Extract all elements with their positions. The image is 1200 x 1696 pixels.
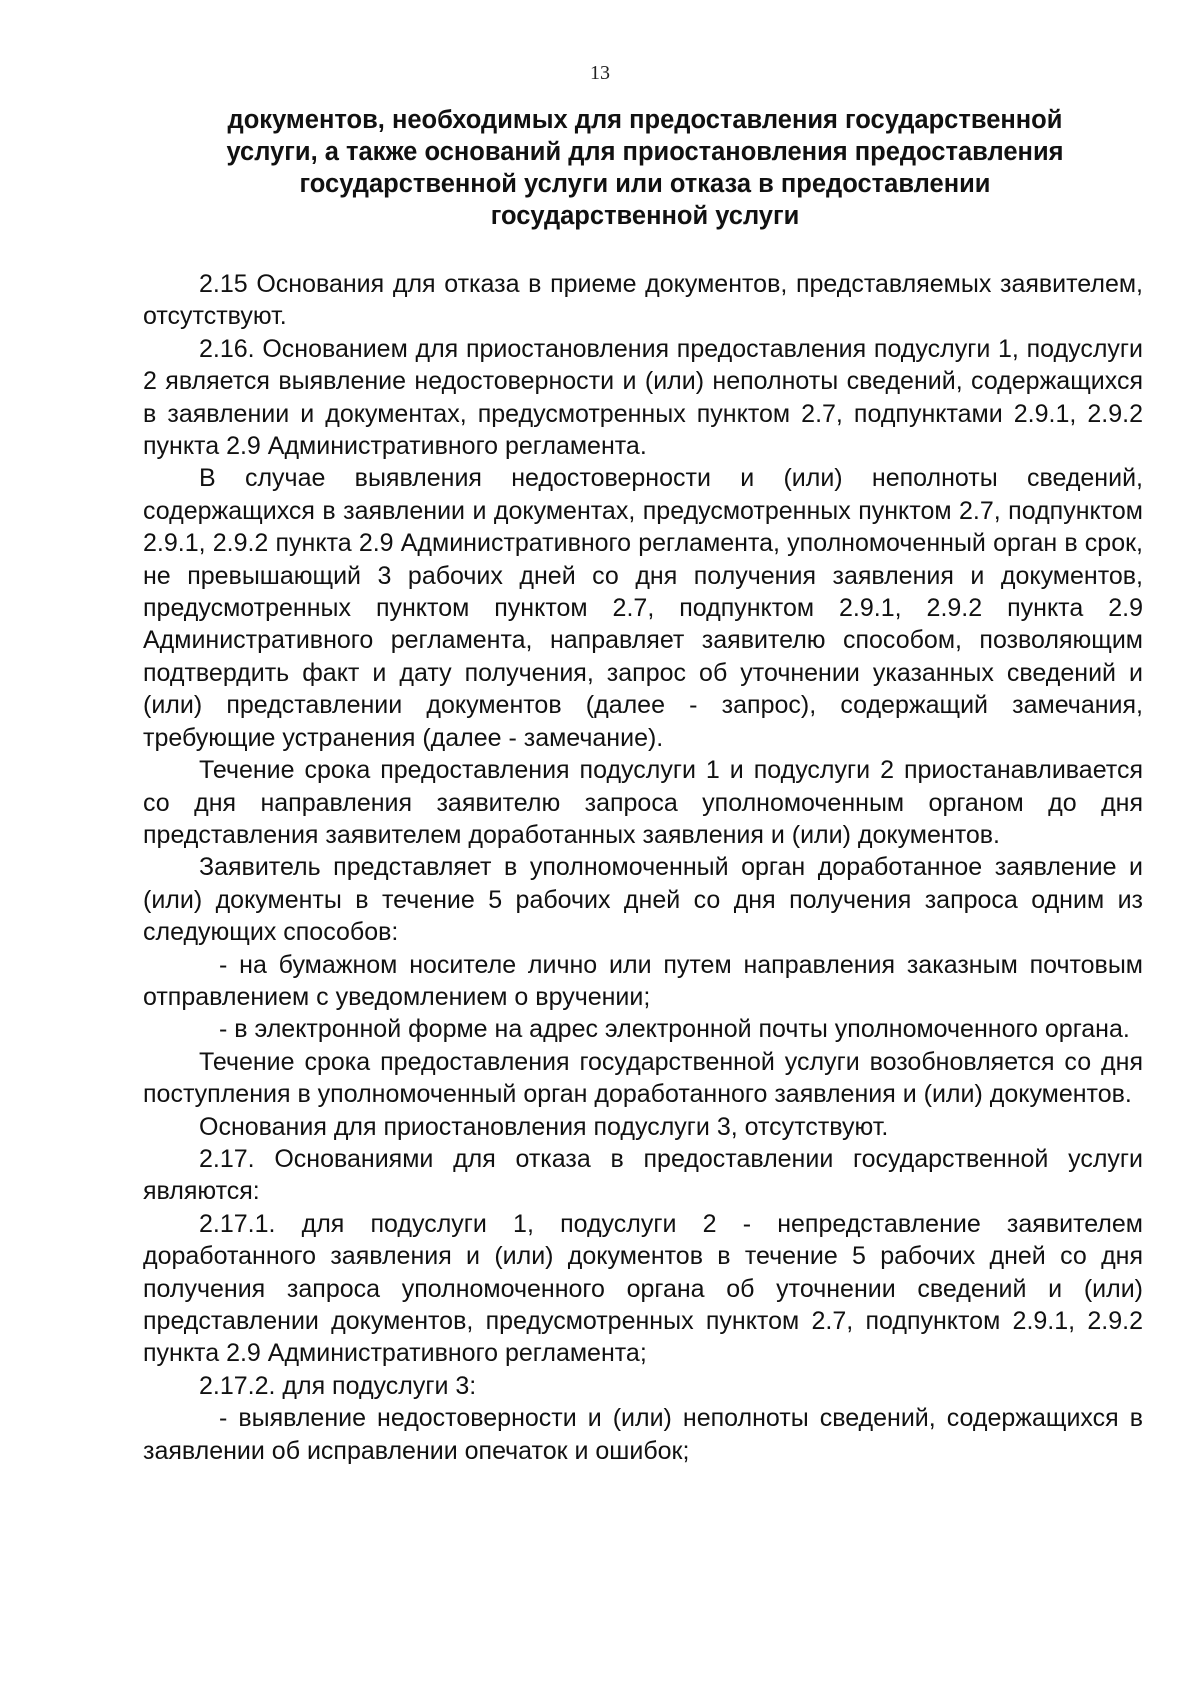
section-heading [150,104,1140,232]
paragraph-2-16: 2.16. Основанием для приостановления предоставления подуслуги 1, подуслуги 2 является выявление недостоверности и (или) неполноты сведений, содержащихся в заявлении и документах, предусмотренных пунктом 2.7, подпунктами 2.9.1, 2.9.2 пункта 2.9 Административного регламента. [143,334,1143,461]
paragraph-suspension: Течение срока предоставления подуслуги 1 и подуслуги 2 приостанавливается со дня направления заявителю запроса уполномоченным органом до дня представления заявителем доработанных заявления и (или) документов. [143,756,1143,849]
list-item-electronic: - в электронной форме на адрес электронной почты уполномоченного органа. [219,1015,1130,1044]
paragraph-2-15: 2.15 Основания для отказа в приеме документов, представляемых заявителем, отсутствуют. [143,270,1143,331]
list-item-detection: - выявление недостоверности и (или) неполноты сведений, содержащихся в заявлении об исправлении опечаток и ошибок; [143,1404,1143,1465]
paragraph-applicant-submits: Заявитель представляет в уполномоченный орган доработанное заявление и (или) документы в течение 5 рабочих дней со дня получения запроса одним из следующих способов: [143,853,1143,947]
paragraph-2-17-2: 2.17.2. для подуслуги 3: [199,1371,477,1400]
document-body [143,268,1143,1467]
paragraph-2-17-1: 2.17.1. для подуслуги 1, подуслуги 2 - непредставление заявителем доработанного заявления и (или) документов в течение 5 рабочих дней со дня получения запроса уполномоченного органа об уточнении сведений и (или) представлении документов, предусмотренных пунктом 2.7, подпунктом 2.9.1, 2.9.2 пункта 2.9 Административного регламента; [143,1209,1143,1368]
paragraph-case-detection: В случае выявления недостоверности и (или) неполноты сведений, содержащихся в заявлении и документах, предусмотренных пунктом 2.7, подпунктом 2.9.1, 2.9.2 пункта 2.9 Административного регламента, уполномоченный орган в срок, не превышающий 3 рабочих дней со дня получения заявления и документов, предусмотренных пунктом пунктом 2.7, подпунктом 2.9.1, 2.9.2 пункта 2.9 Административного регламента, направляет заявителю способом, позволяющим подтвердить факт и дату получения, запрос об уточнении указанных сведений и (или) представлении документов (далее - запрос), содержащий замечания, требующие устранения (далее - замечание). [143,464,1143,752]
heading-line: документов, необходимых для предоставления государственной [227,106,1063,134]
page-number: 13 [590,62,610,84]
list-item-paper: - на бумажном носителе лично или путем направления заказным почтовым отправлением с уведомлением о вручении; [143,950,1143,1011]
paragraph-resumption: Течение срока предоставления государственной услуги возобновляется со дня поступления в уполномоченный орган доработанного заявления и (или) документов. [143,1047,1143,1109]
paragraph-no-grounds-subservice-3: Основания для приостановления подуслуги 3, отсутствуют. [199,1112,889,1141]
heading-line: государственной услуги [490,202,800,230]
heading-line: государственной услуги или отказа в предоставлении [299,170,991,198]
heading-line: услуги, а также оснований для приостановления предоставления [226,138,1064,166]
paragraph-2-17: 2.17. Основаниями для отказа в предоставлении государственной услуги являются: [143,1144,1143,1206]
